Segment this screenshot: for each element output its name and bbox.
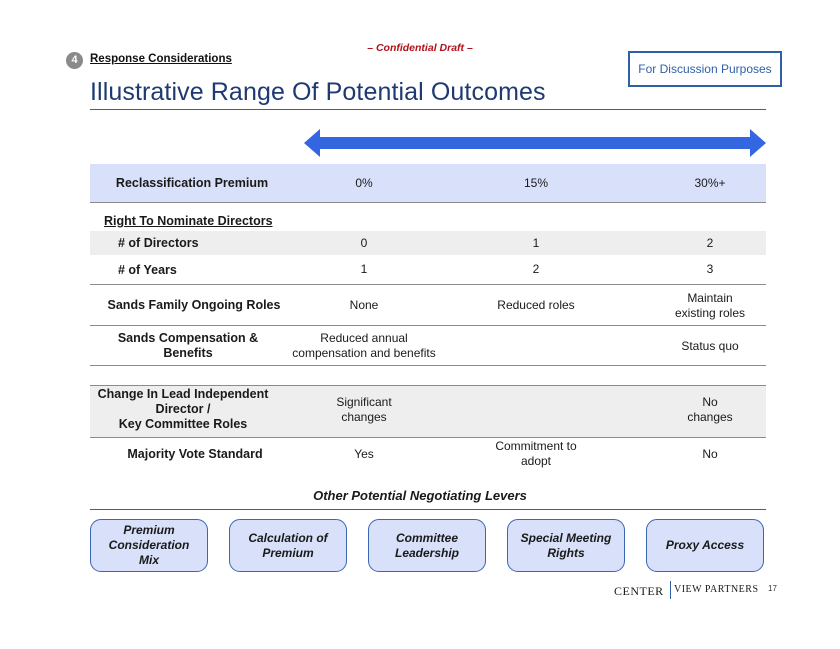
range-double-arrow-icon	[304, 128, 766, 158]
table-cell: No	[702, 447, 718, 461]
table-cell: None	[349, 298, 379, 312]
page-number: 17	[768, 584, 777, 593]
row-divider	[90, 385, 766, 386]
row-divider	[90, 437, 766, 438]
table-cell: No changes	[687, 395, 733, 424]
section-title: Response Considerations	[90, 53, 232, 65]
centerview-logo	[614, 581, 759, 601]
lever-premium-consideration-mix: Premium Consideration Mix	[90, 519, 208, 572]
lever-proxy-access: Proxy Access	[646, 519, 764, 572]
levers-title: Other Potential Negotiating Levers	[313, 488, 527, 503]
row-label-majority-vote: Majority Vote Standard	[127, 447, 263, 461]
table-cell: 1	[532, 236, 540, 250]
levers-divider	[90, 509, 766, 510]
row-divider	[90, 325, 766, 326]
table-cell: Yes	[354, 447, 374, 461]
table-cell: 15%	[523, 176, 549, 190]
row-label-lead-director: Change In Lead Independent Director / Key Committee Roles	[97, 387, 269, 431]
table-cell: Maintain existing roles	[674, 291, 746, 320]
table-cell: Reduced roles	[497, 298, 575, 312]
section-number-badge: 4	[66, 52, 83, 69]
row-label-nominate: Right To Nominate Directors	[104, 214, 273, 228]
lever-special-meeting-rights: Special Meeting Rights	[507, 519, 625, 572]
logo-divider	[670, 581, 671, 599]
row-divider	[90, 365, 766, 366]
row-label-compensation: Sands Compensation & Benefits	[117, 331, 259, 360]
row-divider	[90, 284, 766, 285]
table-cell: 0	[360, 236, 368, 250]
table-cell: 0%	[355, 176, 373, 190]
row-label-years: # of Years	[118, 263, 177, 277]
row-label-family-roles: Sands Family Ongoing Roles	[107, 298, 281, 312]
row-label-reclassification: Reclassification Premium	[115, 176, 269, 190]
table-cell: 2	[706, 236, 714, 250]
row-label-directors: # of Directors	[118, 236, 199, 250]
table-cell: 2	[532, 262, 540, 276]
table-cell: Significant changes	[336, 395, 392, 424]
table-cell: 1	[360, 262, 368, 276]
lever-calculation-of-premium: Calculation of Premium	[229, 519, 347, 572]
confidential-label: – Confidential Draft –	[367, 42, 473, 54]
logo-right-text: VIEW PARTNERS	[674, 584, 759, 595]
page-title: Illustrative Range Of Potential Outcomes	[90, 78, 546, 106]
title-divider	[90, 109, 766, 110]
discussion-purposes-box: For Discussion Purposes	[628, 51, 782, 87]
table-cell: Reduced annual compensation and benefits	[292, 331, 436, 360]
lever-committee-leadership: Committee Leadership	[368, 519, 486, 572]
table-cell: 30%+	[694, 176, 726, 190]
logo-left-text: CENTER	[614, 584, 664, 598]
table-cell: Status quo	[681, 339, 739, 353]
table-cell: Commitment to adopt	[495, 439, 577, 468]
table-cell: 3	[706, 262, 714, 276]
